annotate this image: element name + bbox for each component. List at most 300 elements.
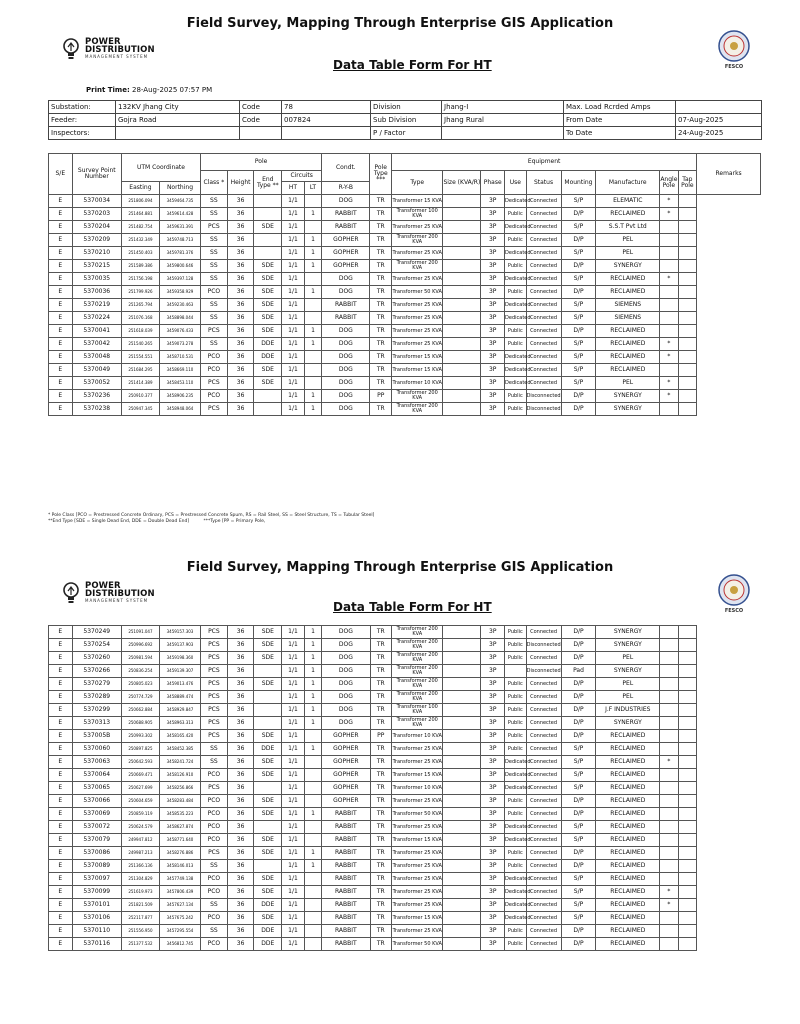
table-row [49,912,761,925]
cell-mounting: D/P [561,808,596,821]
cell-easting: 250836.254 [121,665,159,678]
cell-tap-pole [678,795,696,808]
table-row [49,377,761,390]
col-class: Class * [201,171,228,195]
col-northing: Northing [159,182,200,195]
cell-tap-pole [678,299,697,312]
cell-mounting: D/P [561,847,596,860]
cell-height: 36 [227,782,254,795]
cell-manufacture: S.S.T Pvt Ltd [596,221,660,234]
cell-ryb: GOPHER [322,260,370,273]
cell-lt: 1 [304,390,321,403]
cell-status: Connected [526,782,561,795]
table-row [49,886,761,899]
cell-size [443,704,481,717]
cell-type: Transformer 15 KVA [392,912,443,925]
cell-ryb: RABBIT [322,834,370,847]
col-easting: Easting [121,182,159,195]
cell-easting: 250662.884 [121,704,159,717]
cell-northing: 3459397.128 [159,273,200,286]
cell-mounting: D/P [561,208,596,221]
cell-status: Connected [526,195,561,208]
cell-pole-type: TR [370,938,392,951]
cell-angle-pole [660,403,678,416]
cell-status: Connected [526,260,561,273]
cell-se: E [49,899,73,912]
cell-survey-point: 5370266 [72,665,121,678]
cell-status: Disconnected [526,390,561,403]
cell-phase: 3P [481,860,505,873]
cell-size [443,938,481,951]
cell-survey-point: 5370260 [72,652,121,665]
cell-size [443,403,481,416]
col-ryb: R-Y-B [322,182,370,195]
cell-class: SS [201,260,228,273]
table-row [49,312,761,325]
cell-manufacture: RECLAIMED [596,782,660,795]
cell-northing: 3459198.360 [159,652,200,665]
cell-phase: 3P [481,299,505,312]
cell-manufacture: SYNERGY [596,665,660,678]
cell-ht: 1/1 [282,743,305,756]
col-size: Size (KVA/R) [443,171,481,195]
cell-ht: 1/1 [282,351,305,364]
cell-angle-pole: * [660,351,678,364]
cell-class: PCS [201,377,228,390]
cell-phase: 3P [481,377,505,390]
cell-size [443,195,481,208]
cell-class: PCS [201,782,228,795]
cell-lt: 1 [304,704,321,717]
cell-end-type: DDE [254,899,282,912]
cell-phase: 3P [481,286,505,299]
cell-mounting: S/P [561,821,596,834]
cell-end-type [254,390,282,403]
cell-end-type [254,717,282,730]
cell-angle-pole [660,626,678,639]
cell-mounting: D/P [561,860,596,873]
cell-type: Transformer 25 KVA [392,873,443,886]
cell-mounting: D/P [561,717,596,730]
cell-manufacture: RECLAIMED [596,325,660,338]
cell-status: Connected [526,325,561,338]
cell-northing: 3458241.724 [159,756,200,769]
cell-status: Connected [526,691,561,704]
cell-tap-pole [678,873,696,886]
cell-status: Connected [526,312,561,325]
cell-status: Disconnected [526,403,561,416]
inspectors-label: Inspectors: [49,127,116,140]
cell-height: 36 [227,717,254,730]
cell-survey-point: 5370049 [72,364,121,377]
cell-northing: 3456812.745 [159,938,200,951]
cell-ht: 1/1 [282,639,305,652]
cell-angle-pole [660,769,678,782]
cell-northing: 3457627.134 [159,899,200,912]
cell-se: E [49,273,73,286]
table-row [49,847,761,860]
cell-easting: 250627.699 [121,782,159,795]
cell-angle-pole [660,860,678,873]
cell-angle-pole [660,691,678,704]
page-title: Field Survey, Mapping Through Enterprise GIS Application [186,16,614,31]
cell-type: Transformer 15 KVA [392,364,443,377]
table-row [49,834,761,847]
cell-ht: 1/1 [282,860,305,873]
cell-pole-type: TR [370,743,392,756]
table-row [49,743,761,756]
cell-use: Public [505,860,527,873]
cell-class: PCS [201,717,228,730]
cell-lt [304,221,321,234]
cell-northing: 3459076.433 [159,325,200,338]
col-ht: HT [282,182,305,195]
form-subtitle: Data Table Form For HT [333,58,492,72]
cell-status: Connected [526,808,561,821]
cell-se: E [49,743,73,756]
cell-class: PCS [201,403,228,416]
cell-ht: 1/1 [282,273,305,286]
feeder-value: Gojra Road [116,114,240,127]
cell-end-type [254,234,282,247]
cell-phase: 3P [481,390,505,403]
cell-type: Transformer 200 KVA [392,678,443,691]
cell-lt [304,730,321,743]
cell-end-type: SDE [254,377,282,390]
cell-ryb: RABBIT [322,912,370,925]
cell-pole-type: TR [370,208,392,221]
cell-height: 36 [227,860,254,873]
cell-end-type: SDE [254,847,282,860]
cell-type: Transformer 50 KVA [392,938,443,951]
cell-height: 36 [227,873,254,886]
cell-height: 36 [227,273,254,286]
cell-tap-pole [678,847,696,860]
cell-use: Dedicated [505,273,527,286]
cell-status: Connected [526,299,561,312]
cell-pole-type: TR [370,626,392,639]
cell-ht: 1/1 [282,260,305,273]
cell-ryb: DOG [322,325,370,338]
cell-size [443,821,481,834]
cell-northing: 3458256.866 [159,782,200,795]
cell-lt [304,782,321,795]
cell-end-type: SDE [254,299,282,312]
col-height: Height [227,171,254,195]
cell-angle-pole [660,678,678,691]
cell-pole-type: PP [370,730,392,743]
cell-easting: 251304.829 [121,873,159,886]
cell-tap-pole [678,312,697,325]
cell-northing: 3459013.476 [159,678,200,691]
cell-se: E [49,873,73,886]
cell-status: Connected [526,338,561,351]
cell-type: Transformer 25 KVA [392,221,443,234]
cell-manufacture: RECLAIMED [596,899,660,912]
cell-easting: 251076.168 [121,312,159,325]
cell-end-type [254,821,282,834]
cell-lt: 1 [304,325,321,338]
cell-mounting: D/P [561,403,596,416]
cell-size [443,834,481,847]
cell-type: Transformer 50 KVA [392,808,443,821]
cell-class: SS [201,743,228,756]
cell-mounting: S/P [561,351,596,364]
cell-use: Dedicated [505,195,527,208]
table-row [49,717,761,730]
print-time-label: Print Time: [86,86,130,94]
cell-use: Public [505,403,527,416]
cell-mounting: Pad [561,665,596,678]
cell-size [443,260,481,273]
cell-se: E [49,795,73,808]
cell-use: Public [505,717,527,730]
cell-manufacture: SYNERGY [596,403,660,416]
cell-class: PCO [201,912,228,925]
cell-survey-point: 5370236 [72,390,121,403]
cell-ryb: GOPHER [322,247,370,260]
cell-ryb: RABBIT [322,821,370,834]
cell-class: PCS [201,678,228,691]
cell-phase: 3P [481,678,505,691]
table-row [49,756,761,769]
cell-ht: 1/1 [282,338,305,351]
col-se: S/E [49,154,73,195]
cell-size [443,639,481,652]
cell-size [443,769,481,782]
cell-mounting: D/P [561,286,596,299]
cell-size [443,364,481,377]
cell-type: Transformer 15 KVA [392,769,443,782]
cell-easting: 251619.973 [121,886,159,899]
cell-survey-point: 5370209 [72,234,121,247]
cell-end-type: SDE [254,364,282,377]
cell-height: 36 [227,325,254,338]
cell-size [443,299,481,312]
cell-ryb: GOPHER [322,743,370,756]
cell-manufacture: J.F INDUSTRIES [596,704,660,717]
cell-lt: 1 [304,691,321,704]
cell-end-type [254,782,282,795]
cell-use: Public [505,286,527,299]
cell-status: Disconnected [526,665,561,678]
cell-manufacture: RECLAIMED [596,834,660,847]
substation-label: Substation: [49,101,116,114]
cell-tap-pole [678,782,696,795]
cell-class: PCO [201,364,228,377]
seal-emblem-icon [717,30,751,62]
cell-height: 36 [227,299,254,312]
cell-manufacture: ELEMATIC [596,195,660,208]
cell-use: Dedicated [505,821,527,834]
cell-use: Public [505,691,527,704]
cell-easting: 252117.877 [121,912,159,925]
cell-pole-type: TR [370,678,392,691]
cell-manufacture: SYNERGY [596,639,660,652]
table-row [49,808,761,821]
cell-se: E [49,730,73,743]
cell-se: E [49,325,73,338]
cell-height: 36 [227,377,254,390]
cell-height: 36 [227,834,254,847]
cell-end-type: DDE [254,938,282,951]
cell-phase: 3P [481,691,505,704]
cell-pole-type: TR [370,299,392,312]
cell-se: E [49,704,73,717]
cell-northing: 3458452.385 [159,743,200,756]
cell-pole-type: TR [370,325,392,338]
cell-survey-point: 5370299 [72,704,121,717]
cell-tap-pole [678,195,697,208]
table-row [49,299,761,312]
table-row [49,782,761,795]
from-date-value: 07-Aug-2025 [676,114,762,127]
lightbulb-icon [62,582,80,604]
feeder-code-label: Code [240,114,282,127]
table-row [49,364,761,377]
cell-size [443,925,481,938]
table-row [49,899,761,912]
cell-manufacture: PEL [596,652,660,665]
cell-lt [304,795,321,808]
cell-height: 36 [227,260,254,273]
cell-se: E [49,860,73,873]
cell-end-type: SDE [254,730,282,743]
cell-tap-pole [678,351,697,364]
cell-northing: 3459781.376 [159,247,200,260]
cell-end-type: SDE [254,286,282,299]
cell-mounting: S/P [561,221,596,234]
cell-mounting: D/P [561,626,596,639]
cell-tap-pole [678,730,696,743]
sub-division-label: Sub Division [371,114,442,127]
col-utm: UTM Coordinate [121,154,200,182]
feeder-code-value: 007824 [282,114,371,127]
info-blank-2 [282,127,371,140]
cell-lt: 1 [304,665,321,678]
cell-height: 36 [227,678,254,691]
from-date-label: From Date [564,114,676,127]
logo-text [85,38,155,60]
cell-status: Connected [526,873,561,886]
cell-phase: 3P [481,221,505,234]
cell-type: Transformer 200 KVA [392,403,443,416]
cell-tap-pole [678,338,697,351]
cell-tap-pole [678,704,696,717]
cell-status: Connected [526,351,561,364]
cell-ryb: RABBIT [322,312,370,325]
cell-phase: 3P [481,808,505,821]
col-manufacture: Manufacture [596,171,660,195]
cell-height: 36 [227,364,254,377]
cell-use: Public [505,847,527,860]
cell-type: Transformer 10 KVA [392,782,443,795]
cell-lt [304,821,321,834]
cell-northing: 3458283.484 [159,795,200,808]
cell-mounting: S/P [561,743,596,756]
cell-mounting: D/P [561,730,596,743]
cell-class: PCO [201,938,228,951]
cell-status: Connected [526,652,561,665]
cell-type: Transformer 100 KVA [392,208,443,221]
cell-pole-type: TR [370,782,392,795]
cell-size [443,286,481,299]
cell-lt: 1 [304,247,321,260]
cell-northing: 3457295.554 [159,925,200,938]
cell-mounting: S/P [561,899,596,912]
cell-end-type: SDE [254,808,282,821]
cell-survey-point: 5370219 [72,299,121,312]
table-row [49,730,761,743]
cell-phase: 3P [481,639,505,652]
cell-easting: 251377.532 [121,938,159,951]
cell-lt [304,938,321,951]
cell-angle-pole [660,730,678,743]
cell-manufacture: SYNERGY [596,390,660,403]
cell-height: 36 [227,247,254,260]
cell-easting: 251556.950 [121,925,159,938]
cell-height: 36 [227,221,254,234]
cell-status: Connected [526,860,561,873]
cell-end-type [254,860,282,873]
cell-lt: 1 [304,717,321,730]
cell-height: 36 [227,847,254,860]
cell-mounting: S/P [561,247,596,260]
footnote-end-type [48,519,374,525]
cell-lt [304,195,321,208]
cell-northing: 3458669.110 [159,364,200,377]
cell-northing: 3458126.910 [159,769,200,782]
print-time-value: 28-Aug-2025 07:57 PM [132,86,213,94]
cell-angle-pole [660,704,678,717]
cell-end-type: SDE [254,769,282,782]
cell-ht: 1/1 [282,847,305,860]
cell-manufacture: RECLAIMED [596,795,660,808]
cell-lt: 1 [304,678,321,691]
cell-class: SS [201,312,228,325]
logo-text-2 [85,582,155,604]
cell-status: Connected [526,730,561,743]
cell-lt: 1 [304,260,321,273]
cell-angle-pole [660,821,678,834]
cell-angle-pole [660,665,678,678]
cell-survey-point: 5370204 [72,221,121,234]
cell-mounting: S/P [561,364,596,377]
cell-ht: 1/1 [282,704,305,717]
cell-pole-type: TR [370,756,392,769]
cell-type: Transformer 25 KVA [392,925,443,938]
cell-class: SS [201,899,228,912]
cell-size [443,808,481,821]
col-tap-pole: Tap Pole [678,171,697,195]
cell-se: E [49,834,73,847]
cell-northing: 3457806.439 [159,886,200,899]
cell-survey-point: 5370116 [72,938,121,951]
cell-status: Connected [526,364,561,377]
cell-manufacture: RECLAIMED [596,925,660,938]
cell-mounting: S/P [561,377,596,390]
form-subtitle-2: Data Table Form For HT [333,600,492,614]
col-status: Status [526,171,561,195]
table-row [49,873,761,886]
cell-se: E [49,234,73,247]
cell-class: PCO [201,873,228,886]
cell-size [443,247,481,260]
col-pole: Pole [201,154,322,171]
cell-ht: 1/1 [282,195,305,208]
cell-size [443,795,481,808]
cell-mounting: S/P [561,834,596,847]
